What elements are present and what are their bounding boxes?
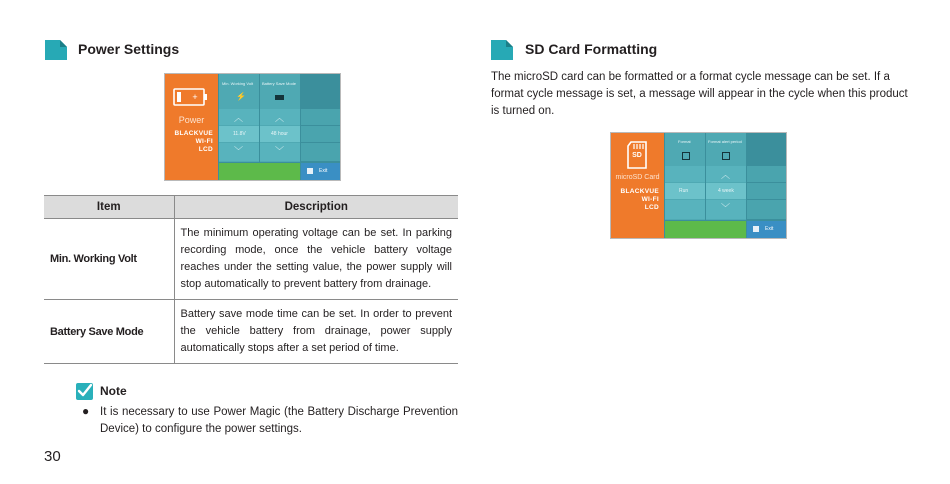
- empty-column: [301, 74, 340, 162]
- brand-text: BLACKVUE WI-FI LCD: [620, 188, 659, 211]
- format-cell: [665, 166, 705, 182]
- min-working-volt-column[interactable]: [219, 74, 259, 162]
- bullet-icon: ●: [82, 404, 90, 418]
- screen-sidebar: [165, 74, 218, 180]
- table-header-item: Item: [44, 196, 174, 219]
- down-arrow-button[interactable]: ﹀: [260, 143, 300, 161]
- column-header: Min. Working Volt: [222, 81, 254, 86]
- note-text: It is necessary to use Power Magic (the Battery Discharge Prevention Device) to configure the power settings.: [100, 406, 458, 435]
- table-row: [44, 300, 458, 364]
- down-arrow-button[interactable]: ﹀: [219, 143, 259, 161]
- settings-table: [44, 195, 458, 364]
- column-header: Format alert period: [708, 139, 742, 144]
- green-status-bar: [665, 221, 746, 238]
- screen-label: Power: [178, 115, 205, 125]
- sd-card-screen: [610, 132, 787, 239]
- column-header: Battery Save Mode: [262, 81, 297, 86]
- up-arrow-button[interactable]: ︿: [219, 109, 259, 125]
- note-title: Note: [100, 384, 127, 398]
- sd-card-formatting-title: SD Card Formatting: [525, 41, 658, 57]
- table-header-description: Description: [174, 196, 458, 219]
- battery-save-mode-column[interactable]: [260, 74, 300, 162]
- value-cell: 4 week: [706, 183, 746, 199]
- exit-button[interactable]: Exit: [301, 163, 340, 180]
- up-arrow-button[interactable]: ︿: [706, 166, 746, 182]
- row-item: Battery Save Mode: [44, 300, 174, 364]
- section-marker-icon: [45, 40, 67, 60]
- power-settings-screen: [164, 73, 341, 181]
- table-row: [44, 219, 458, 300]
- row-item: Min. Working Volt: [44, 219, 174, 300]
- calendar-icon: [682, 152, 690, 160]
- lightning-icon: ⚡: [236, 92, 246, 101]
- checkmark-icon: [76, 382, 94, 400]
- format-column[interactable]: [665, 133, 705, 220]
- green-status-bar: [219, 163, 300, 180]
- svg-text:+: +: [192, 92, 198, 102]
- calendar-icon: [722, 152, 730, 160]
- section-marker-icon: [491, 40, 513, 60]
- format-cell: [665, 200, 705, 219]
- screen-label: microSD Card: [615, 174, 660, 181]
- row-description: The minimum operating voltage can be set. In parking recording mode, once the vehicle battery voltage reaches under the setting value, the power supply will stop automatically to prevent battery from drainage.: [174, 219, 458, 300]
- screen-sidebar: [611, 133, 664, 238]
- brand-text: BLACKVUE WI-FI LCD: [174, 130, 213, 153]
- exit-button[interactable]: Exit: [747, 221, 786, 238]
- sd-icon-text: SD: [632, 152, 642, 159]
- value-cell: 11.8V: [219, 126, 259, 142]
- column-header: Format: [678, 139, 691, 144]
- down-arrow-button[interactable]: ﹀: [706, 200, 746, 219]
- battery-small-icon: [275, 95, 284, 100]
- format-alert-period-column[interactable]: [706, 133, 746, 220]
- page-number: 30: [44, 448, 61, 465]
- battery-icon: [173, 87, 209, 107]
- exit-icon: [753, 226, 759, 232]
- row-description: Battery save mode time can be set. In order to prevent the vehicle battery from drainage, power supply automatically stops after a set period of time.: [174, 300, 458, 364]
- up-arrow-button[interactable]: ︿: [260, 109, 300, 125]
- empty-column: [747, 133, 786, 220]
- value-cell[interactable]: Run: [665, 183, 705, 199]
- exit-icon: [307, 168, 313, 174]
- value-cell: 48 hour: [260, 126, 300, 142]
- sd-card-description: The microSD card can be formatted or a format cycle message can be set. If a format cycle message is set, a message will appear in the cycle when this product is turned on.: [491, 71, 908, 117]
- power-settings-title: Power Settings: [78, 41, 180, 57]
